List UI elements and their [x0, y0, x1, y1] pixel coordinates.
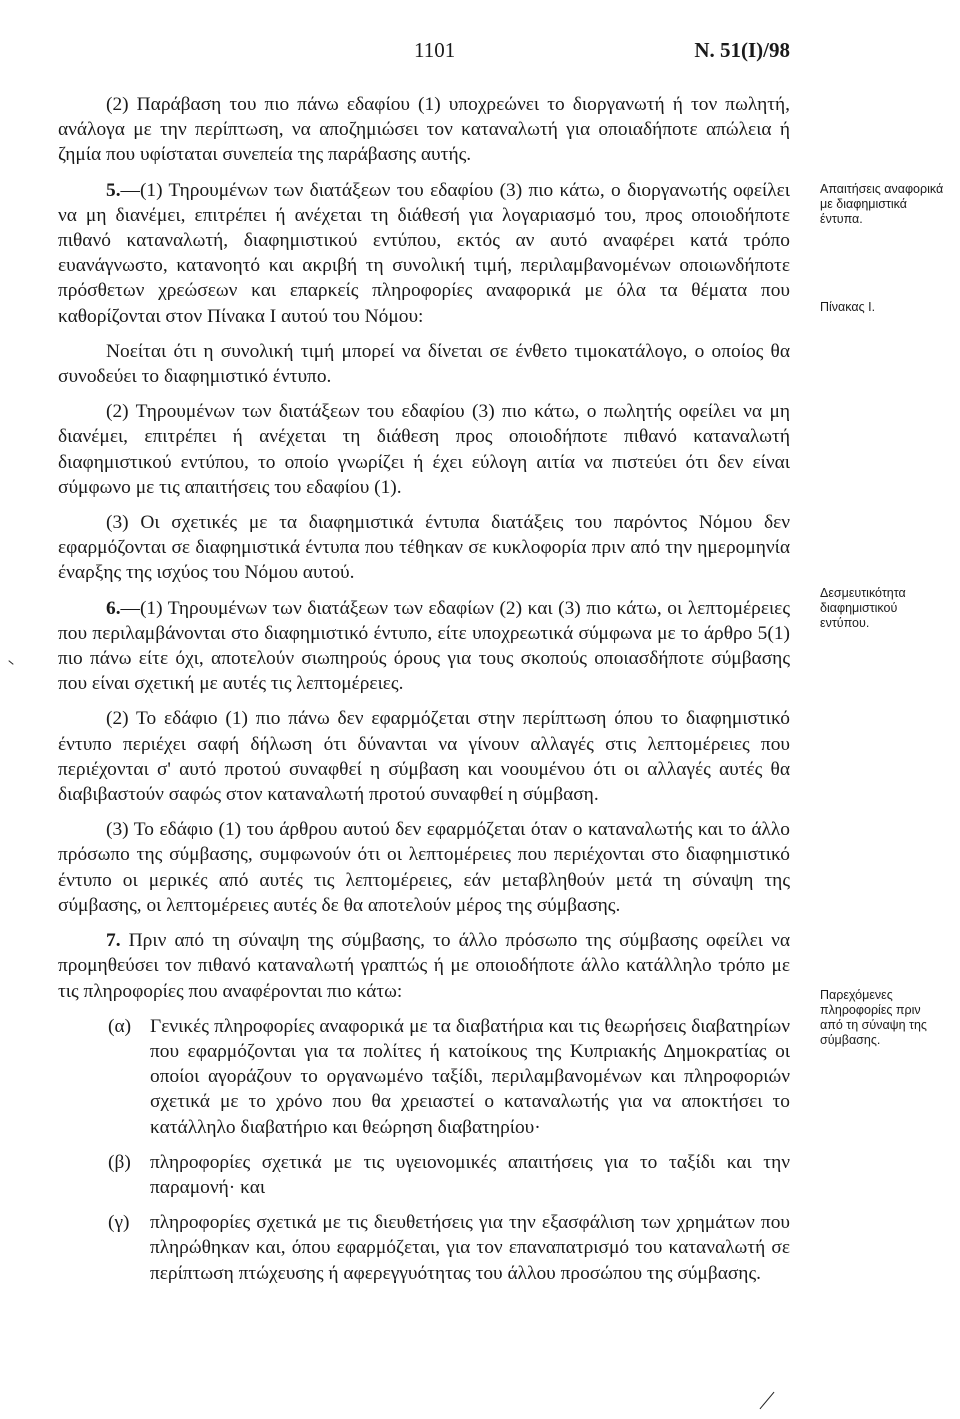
paragraph-4-2: (2) Παράβαση του πιο πάνω εδαφίου (1) υποχρεώνει το διοργανωτή ή τον πωλητή, ανάλογα με την περίπτωση, να αποζημιώσει τον καταναλωτή για οποιαδήποτε απώλεια ή ζημία που υφίσταται συνεπεία της παράβασης αυτής. — [58, 94, 790, 166]
section-5-paragraph-2: (2) Τηρουμένων των διατάξεων του εδαφίου (3) πιο κάτω, ο πωλητής οφείλει να μη διανέμει, επιτρέπει ή ανέχεται τη διάθεση προς οποιοδήποτε πιθανό καταναλωτή διαφημιστικού εντύπου, το οποίο γνωρίζει ή έχει εύλογη αιτία να πιστεύει ότι δεν είναι σύμφωνο με τις απαιτήσεις του εδαφίου (1). — [58, 401, 790, 498]
scan-mark — [8, 660, 13, 665]
section-6-paragraph-1 — [58, 596, 790, 697]
list-item-label: (α) — [108, 1015, 132, 1037]
margin-note-section-6: Δεσμευτικότητα διαφημιστικού εντύπου. — [820, 586, 906, 630]
page-number: 1101 — [414, 38, 456, 62]
section-6-text: —(1) Τηρουμένων των διατάξεων των εδαφίων (2) και (3) πιο κάτω, οι λεπτομέρειες που περιλαμβάνονται στο διαφημιστικό έντυπο, είτε υποχρεωτικά σύμφωνα με το άρθρο 5(1) πιο πάνω είτε όχι, αποτελούν σιωπηρούς όρους για τους σκοπούς οποιασδήποτε σύμβασης που είναι σχετική με αυτές τις λεπτομέρειες. — [58, 597, 790, 695]
section-6-paragraph-3: (3) Το εδάφιο (1) του άρθρου αυτού δεν εφαρμόζεται όταν ο καταναλωτής και το άλλο πρόσωπο της σύμβασης, συμφωνούν ότι οι λεπτομέρειες που περιέχονται στο διαφημιστικό έντυπο οι μερικές από αυτές τις λεπτομέρειες, εάν μεταβληθούν μετά τη σύναψη της σύμβασης, οι λεπτομέρειες αυτές δε θα αποτελούν μέρος της σύμβασης. — [58, 819, 790, 916]
page-header — [0, 38, 960, 68]
section-5-text: —(1) Τηρουμένων των διατάξεων του εδαφίου (3) πιο κάτω, ο διοργανωτής οφείλει να μη διανέμει, επιτρέπει ή ανέχεται τη διάθεσή για λογαριασμό του, προς οποιοδήποτε πιθανό καταναλωτή, διαφημιστικού εντύπου, εκτός αν αυτό αναφέρει κατά τρόπο ευανάγνωστο, κατανοητό και ακριβή τη συνολική τιμή, περιλαμβανομένων οποιωνδήποτε πρόσθετων χρεώσεων και επαρκείς πληροφορίες αναφορικά με όλα τα θέματα που καθορίζονται στον Πίνακα Ι αυτού του Νόμου: — [58, 179, 790, 327]
margin-note-table-1: Πίνακας Ι. — [820, 300, 876, 314]
section-6-paragraph-2: (2) Το εδάφιο (1) πιο πάνω δεν εφαρμόζεται στην περίπτωση όπου το διαφημιστικό έντυπο περιέχει σαφή δήλωση ότι δύνανται να γίνουν αλλαγές στις λεπτομέρειες που περιέχονται σ' αυτό προτού συναφθεί η σύμβαση και νοουμένου ότι οι αλλαγές αυτές θα διαβιβαστούν σαφώς στον καταναλωτή προτού συναφθεί η σύμβαση. — [58, 708, 790, 806]
margin-note-section-5: Απαιτήσεις αναφορικά με διαφημιστικά έντυπα. — [820, 182, 944, 226]
list-item — [58, 1150, 790, 1200]
section-5-proviso: Νοείται ότι η συνολική τιμή μπορεί να δίνεται σε ένθετο τιμοκατάλογο, ο οποίος θα συνοδεύει το διαφημιστικό έντυπο. — [58, 340, 790, 388]
list-item-text: πληροφορίες σχετικά με τις υγειονομικές απαιτήσεις για το ταξίδι και την παραμονή· και — [150, 1151, 790, 1198]
list-item — [58, 1014, 790, 1140]
law-reference: Ν. 51(Ι)/98 — [694, 38, 790, 62]
section-5-paragraph-3: (3) Οι σχετικές με τα διαφημιστικά έντυπα διατάξεις του παρόντος Νόμου δεν εφαρμόζονται σε διαφημιστικά έντυπα που τέθηκαν σε κυκλοφορία πριν από την ημερομηνία έναρξης της ισχύος του Νόμου αυτού. — [58, 512, 790, 584]
list-item-text: Γενικές πληροφορίες αναφορικά με τα διαβατήρια και τις θεωρήσεις διαβατηρίων που εφαρμόζονται για τα πολίτες ή κατοίκους της Κυπριακής Δημοκρατίας οι οποίοι αγοράζουν το οργανωμένο ταξίδι, περιλαμβανομένων και πληροφοριών σχετικά με το χρόνο που θα χρειαστεί ο καταναλωτής για να αποκτήσει το κατάλληλο διαβατήριο και θεώρηση διαβατηρίου· — [150, 1015, 790, 1138]
list-item-text: πληροφορίες σχετικά με τις διευθετήσεις για την εξασφάλιση των χρημάτων που πληρώθηκαν και, όπου εφαρμόζεται, για τον επαναπατρισμό του καταναλωτή σε περίπτωση πτώχευσης ή αφερεγγυότητας του άλλου προσώπου της σύμβασης. — [150, 1212, 790, 1284]
section-7-paragraph — [58, 928, 790, 1004]
section-7-number: 7. — [106, 930, 121, 952]
list-item-label: (β) — [108, 1151, 131, 1173]
section-5-paragraph-1 — [58, 178, 790, 329]
list-item-label: (γ) — [108, 1212, 130, 1234]
section-6-number: 6. — [106, 597, 121, 619]
scan-mark — [760, 1392, 775, 1409]
list-item — [58, 1210, 790, 1286]
main-text — [58, 92, 790, 1296]
section-5-number: 5. — [106, 179, 121, 201]
margin-note-section-7: Παρεχόμενες πληροφορίες πριν από τη σύναψη της σύμβασης. — [820, 988, 927, 1047]
section-7-text: Πριν από τη σύναψη της σύμβασης, το άλλο πρόσωπο της σύμβασης οφείλει να προμηθεύσει τον πιθανό καταναλωτή γραπτώς ή με οποιοδήποτε άλλο κατάλληλο τρόπο με τις πληροφορίες που αναφέρονται πιο κάτω: — [58, 930, 790, 1002]
